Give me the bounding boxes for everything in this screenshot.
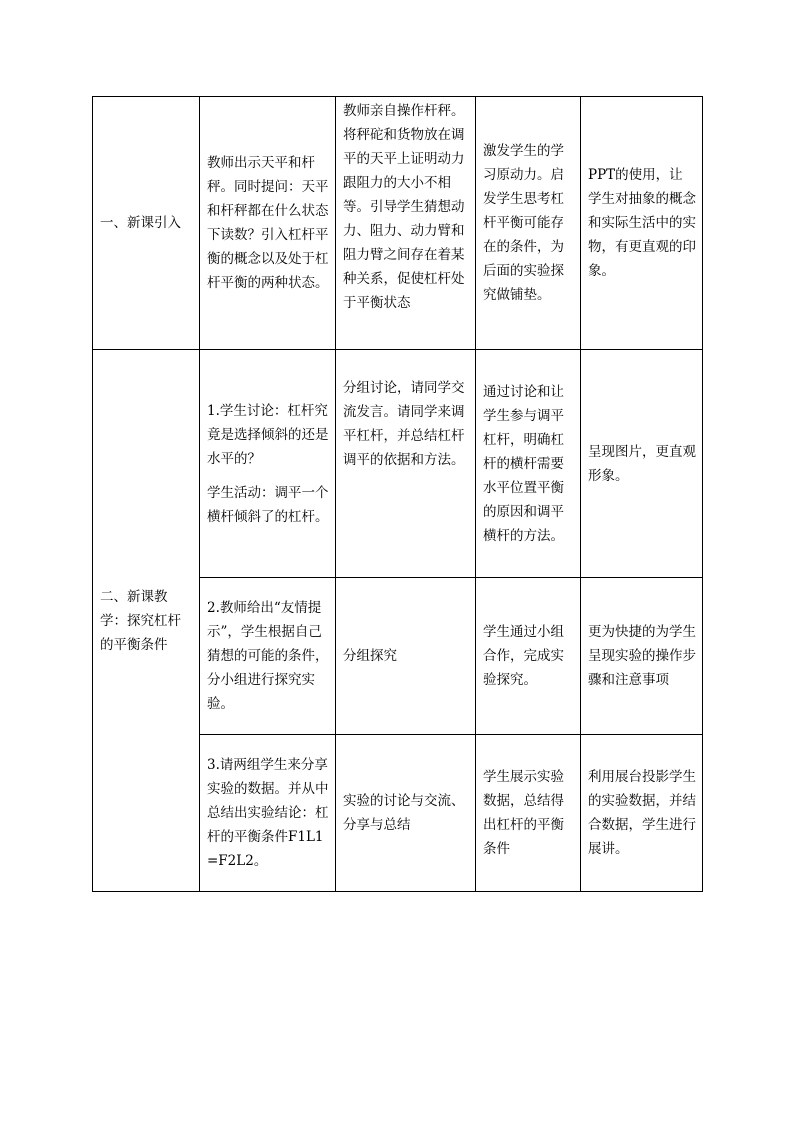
student-activity-cell: 实验的讨论与交流、分享与总结: [336, 735, 476, 892]
teacher-activity-cell: [200, 350, 336, 578]
media-cell: 呈现图片，更直观形象。: [581, 350, 703, 578]
design-intent-cell: 激发学生的学习原动力。启发学生思考杠杆平衡可能存在的条件，为后面的实验探究做铺垫。: [476, 97, 581, 350]
teacher-activity-cell: 3.请两组学生来分享实验的数据。并从中总结出实验结论：杠杆的平衡条件F1L1=F2L2。: [200, 735, 336, 892]
stage-cell: 一、新课引入: [93, 97, 200, 350]
student-activity-cell: 教师亲自操作杆秤。将秤砣和货物放在调平的天平上证明动力跟阻力的大小不相等。引导学生猜想动力、阻力、动力臂和阻力臂之间存在着某种关系，促使杠杆处于平衡状态: [336, 97, 476, 350]
student-activity-cell: 分组探究: [336, 578, 476, 735]
design-intent-cell: 通过讨论和让学生参与调平杠杆，明确杠杆的横杆需要水平位置平衡的原因和调平横杆的方法。: [476, 350, 581, 578]
media-cell: 利用展台投影学生的实验数据，并结合数据，学生进行展讲。: [581, 735, 703, 892]
teacher-activity-text: 学生活动：调平一个横杆倾斜了的杠杆。: [207, 484, 329, 525]
teacher-activity-cell: 2.教师给出“友情提示”，学生根据自己猜想的可能的条件，分小组进行探究实验。: [200, 578, 336, 735]
teacher-activity-text: 1.学生讨论：杠杆究竟是选择倾斜的还是水平的？: [207, 402, 329, 467]
table-row: [93, 350, 703, 578]
media-cell: PPT的使用，让学生对抽象的概念和实际生活中的实物，有更直观的印象。: [581, 97, 703, 350]
lesson-plan-table: [92, 96, 703, 892]
design-intent-cell: 学生通过小组合作，完成实验探究。: [476, 578, 581, 735]
media-cell: 更为快捷的为学生呈现实验的操作步骤和注意事项: [581, 578, 703, 735]
design-intent-cell: 学生展示实验数据，总结得出杠杆的平衡条件: [476, 735, 581, 892]
student-activity-cell: 分组讨论，请同学交流发言。请同学来调平杠杆，并总结杠杆调平的依据和方法。: [336, 350, 476, 578]
stage-cell: 二、新课教学：探究杠杆的平衡条件: [93, 350, 200, 892]
teacher-activity-cell: 教师出示天平和杆秤。同时提问：天平和杆秤都在什么状态下读数？引入杠杆平衡的概念以及处于杠杆平衡的两种状态。: [200, 97, 336, 350]
table-row: [93, 97, 703, 350]
